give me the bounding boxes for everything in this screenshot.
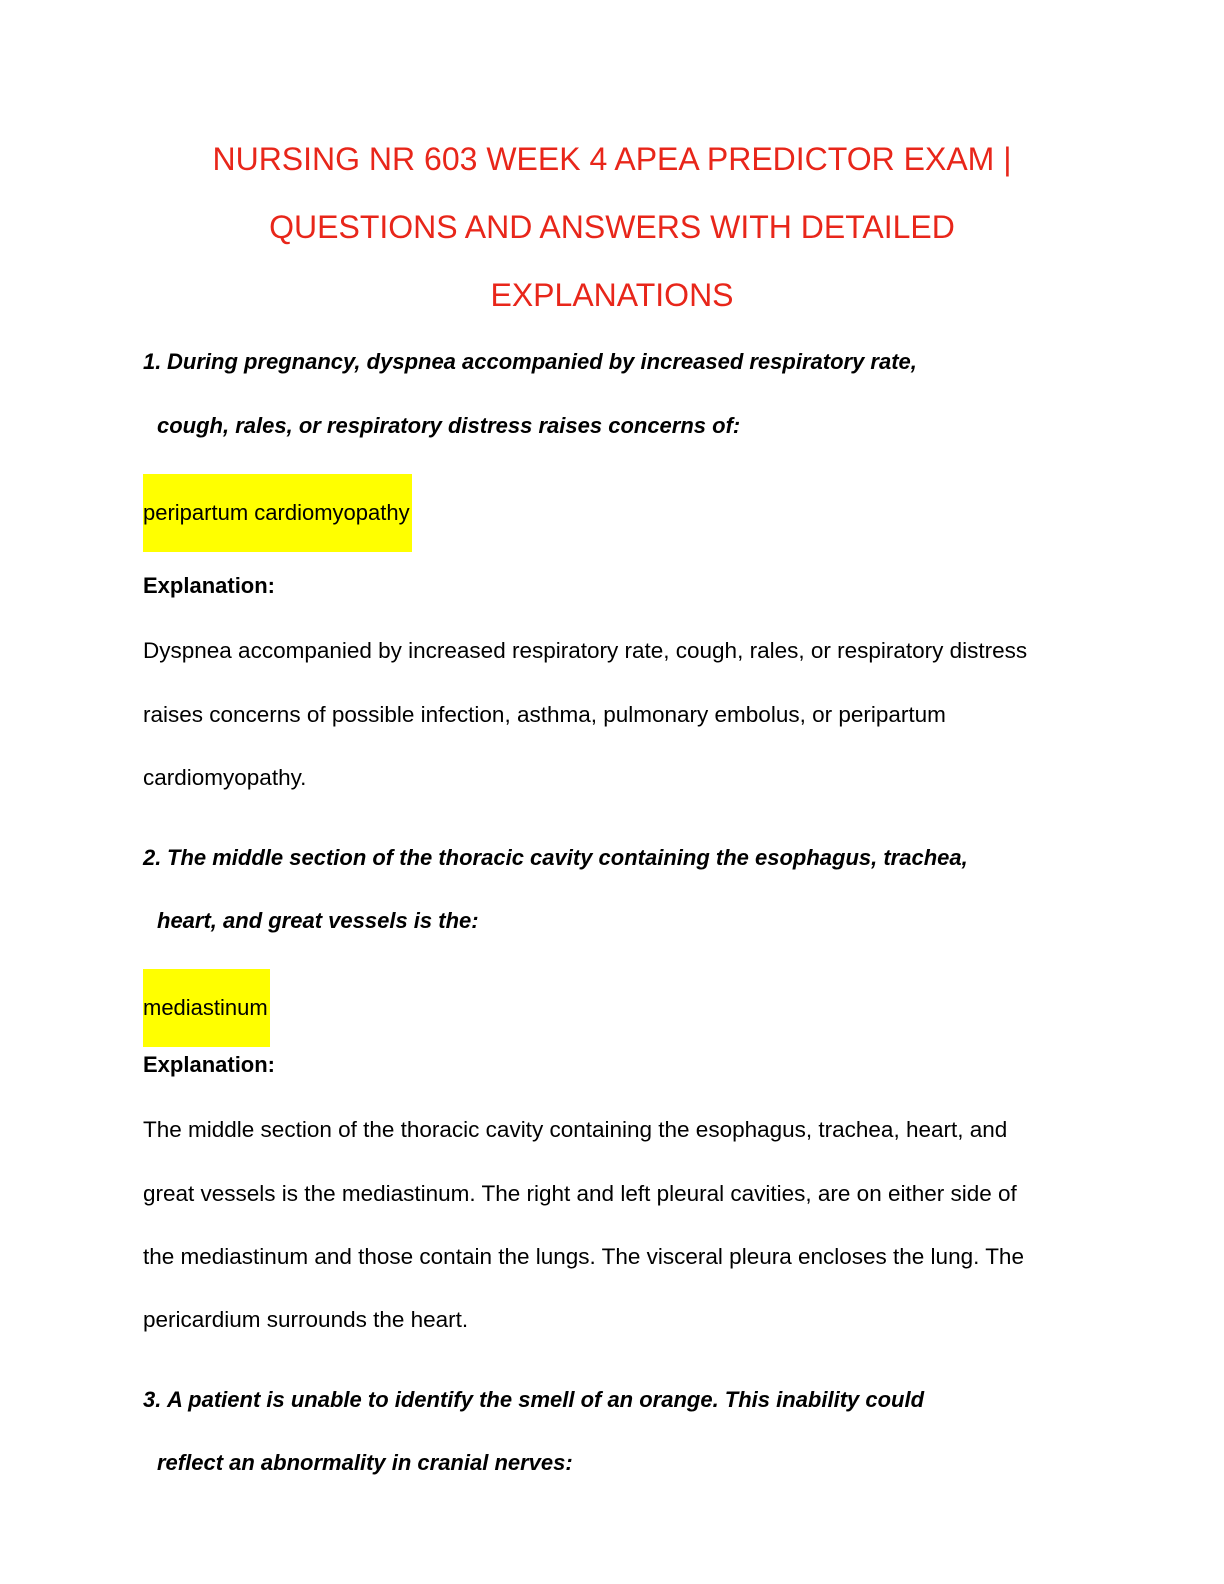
question-3-text-line-1: A patient is unable to identify the smell of an orange. This inability could xyxy=(167,1387,925,1412)
question-2-explanation-line-4: pericardium surrounds the heart. xyxy=(143,1307,469,1332)
question-3-number: 3. xyxy=(143,1387,162,1412)
question-1-text-line-1: During pregnancy, dyspnea accompanied by increased respiratory rate, xyxy=(167,349,917,374)
question-1-answer-highlight: peripartum cardiomyopathy xyxy=(143,474,412,552)
question-2-number: 2. xyxy=(143,845,162,870)
document-title-line-3: EXPLANATIONS xyxy=(490,277,734,313)
question-1-explanation-line-1: Dyspnea accompanied by increased respiratory rate, cough, rales, or respiratory distress xyxy=(143,638,1028,663)
question-1-line-1 xyxy=(143,347,917,377)
question-2-explanation-line-2: great vessels is the mediastinum. The right and left pleural cavities, are on either side of xyxy=(143,1181,1017,1206)
document-title-line-2: QUESTIONS AND ANSWERS WITH DETAILED xyxy=(269,209,955,245)
question-1-text-line-2: cough, rales, or respiratory distress raises concerns of: xyxy=(157,413,741,438)
question-2-explanation-label: Explanation: xyxy=(143,1052,276,1077)
question-2-text-line-2: heart, and great vessels is the: xyxy=(157,908,479,933)
question-1-explanation-line-3: cardiomyopathy. xyxy=(143,765,307,790)
question-3-text-line-2: reflect an abnormality in cranial nerves: xyxy=(157,1450,573,1475)
question-2-text-line-1: The middle section of the thoracic cavity containing the esophagus, trachea, xyxy=(167,845,968,870)
question-1-explanation-label: Explanation: xyxy=(143,573,276,598)
question-1-number: 1. xyxy=(143,349,162,374)
question-2-answer-highlight: mediastinum xyxy=(143,969,270,1047)
question-2-line-1 xyxy=(143,843,968,873)
question-2-explanation-line-1: The middle section of the thoracic cavity containing the esophagus, trachea, heart, and xyxy=(143,1117,1008,1142)
question-2-explanation-line-3: the mediastinum and those contain the lungs. The visceral pleura encloses the lung. The xyxy=(143,1244,1024,1269)
question-3-line-1 xyxy=(143,1385,924,1415)
question-1-explanation-line-2: raises concerns of possible infection, asthma, pulmonary embolus, or peripartum xyxy=(143,702,946,727)
document-title-line-1: NURSING NR 603 WEEK 4 APEA PREDICTOR EXAM | xyxy=(212,141,1012,177)
